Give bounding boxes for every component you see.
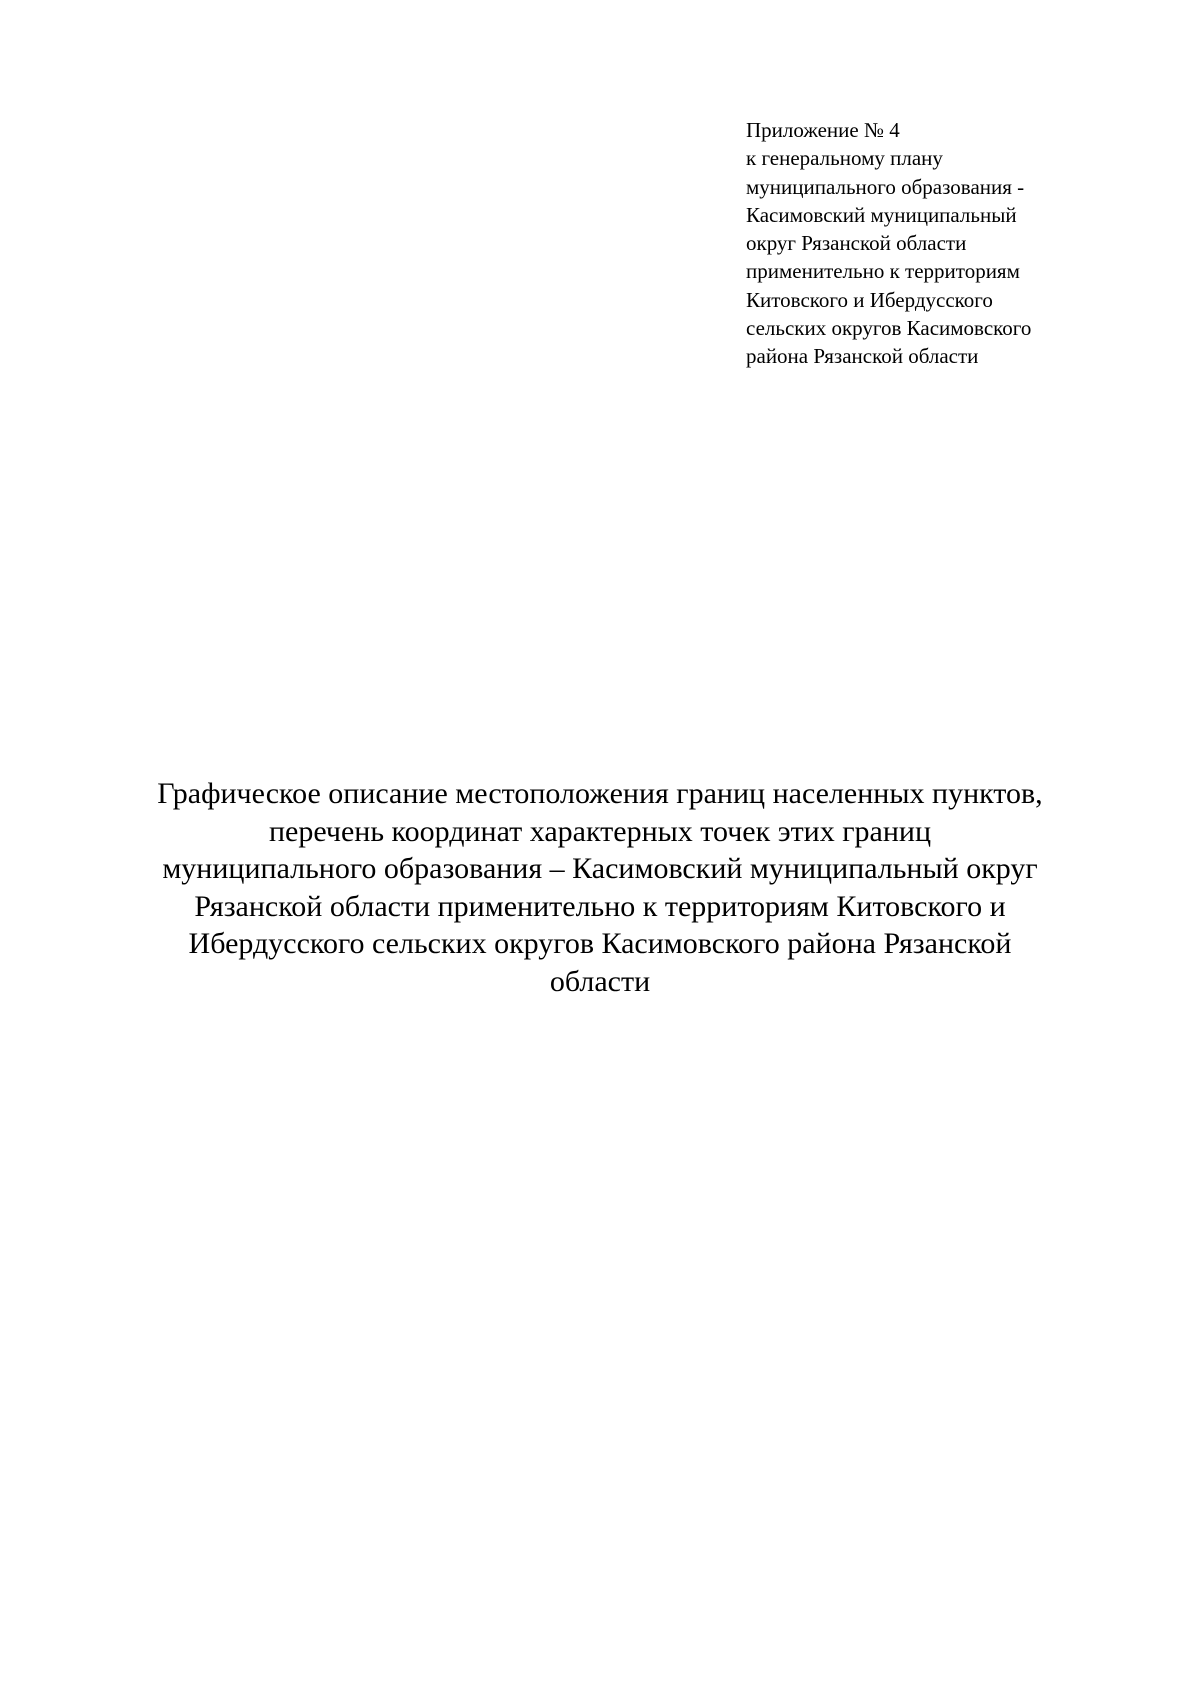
appendix-line: округ Рязанской области — [746, 231, 967, 256]
appendix-note — [746, 116, 1126, 371]
title-line: перечень координат характерных точек этих границ — [268, 814, 932, 848]
appendix-line: района Рязанской области — [746, 344, 979, 369]
appendix-line: Китовского и Ибердусского — [746, 287, 993, 312]
title-line: Рязанской области применительно к территориям Китовского и — [194, 889, 1006, 923]
title-line: Ибердусского сельских округов Касимовского района Рязанской — [188, 927, 1012, 960]
title-line: области — [549, 964, 651, 998]
appendix-line: муниципального образования - — [746, 174, 1025, 199]
appendix-line: сельских округов Касимовского — [746, 316, 1032, 341]
appendix-line: Приложение № 4 — [746, 118, 900, 142]
document-title — [100, 775, 1100, 1000]
appendix-line: применительно к территориям — [746, 259, 1020, 284]
appendix-line: к генеральному плану — [746, 146, 943, 171]
title-line: муниципального образования – Касимовский муниципальный округ — [162, 852, 1038, 885]
appendix-line: Касимовский муниципальный — [746, 202, 1017, 227]
title-line: Графическое описание местоположения границ населенных пунктов, — [157, 777, 1043, 810]
